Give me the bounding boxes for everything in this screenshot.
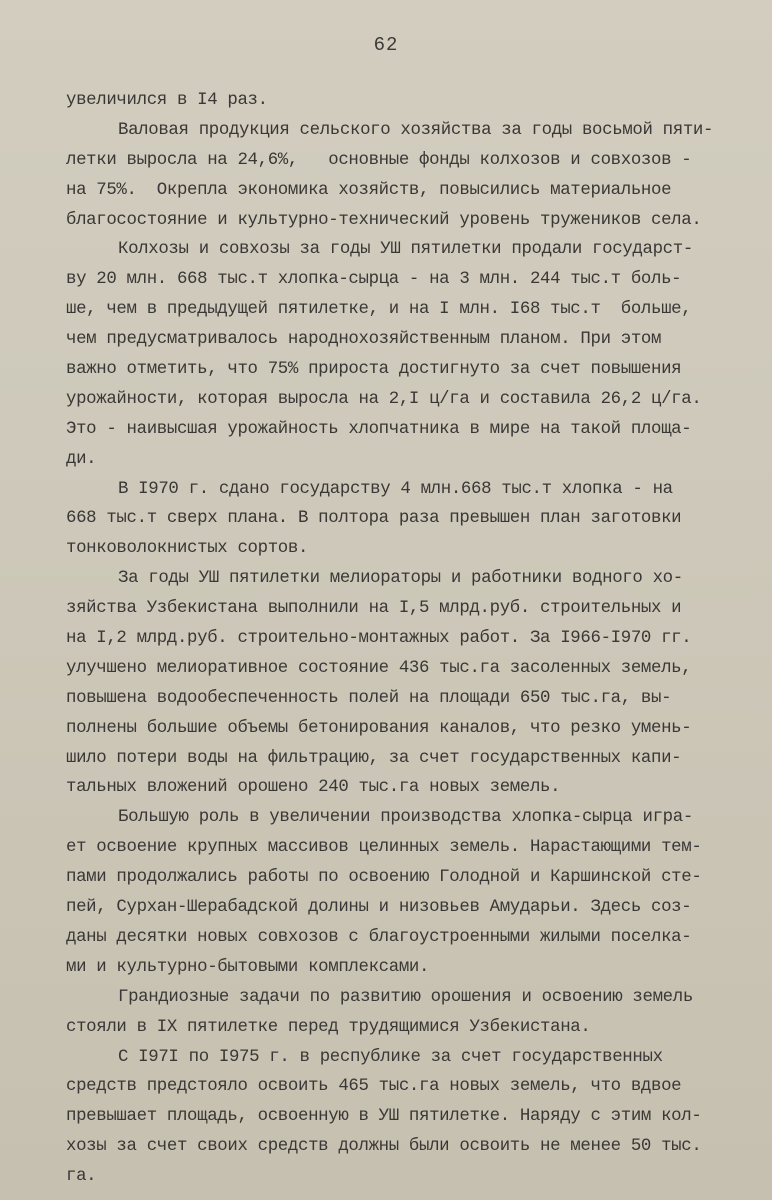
text-line: улучшено мелиоративное состояние 436 тыс.га засоленных земель, bbox=[66, 658, 692, 678]
text-line: шило потери воды на фильтрацию, за счет государственных капи- bbox=[66, 748, 682, 768]
text-line: на I,2 млрд.руб. строительно-монтажных работ. За I966-I970 гг. bbox=[66, 629, 692, 649]
text-line: урожайности, которая выросла на 2,I ц/га и составила 26,2 ц/га. bbox=[66, 389, 702, 409]
text-line: хозы за счет своих средств должны были освоить не менее 50 тыс. bbox=[66, 1137, 702, 1157]
text-line: ди. bbox=[66, 449, 97, 469]
text-line: важно отметить, что 75% прироста достигнуто за счет повышения bbox=[66, 360, 682, 380]
text-line: ми и культурно-бытовыми комплексами. bbox=[66, 957, 430, 977]
text-line: средств предстояло освоить 465 тыс.га новых земель, что вдвое bbox=[66, 1077, 682, 1097]
text-line: чем предусматривалось народнохозяйственным планом. При этом bbox=[66, 330, 662, 350]
text-line: летки выросла на 24,6%, основные фонды колхозов и совхозов - bbox=[66, 150, 692, 170]
text-line: С I97I по I975 г. в республике за счет государственных bbox=[118, 1047, 663, 1067]
text-line: пами продолжались работы по освоению Голодной и Каршинской сте- bbox=[66, 868, 702, 888]
text-line: благосостояние и культурно-технический уровень тружеников села. bbox=[66, 210, 702, 230]
text-line: стояли в IX пятилетке перед трудящимися Узбекистана. bbox=[66, 1017, 591, 1037]
text-line: 668 тыс.т сверх плана. В полтора раза превышен план заготовки bbox=[66, 509, 682, 529]
text-line: на 75%. Окрепла экономика хозяйств, повысились материальное bbox=[66, 180, 672, 200]
text-line: тальных вложений орошено 240 тыс.га новых земель. bbox=[66, 778, 561, 798]
text-line: ву 20 млн. 668 тыс.т хлопка-сырца - на 3 млн. 244 тыс.т боль- bbox=[66, 270, 682, 290]
text-line: тонковолокнистых сортов. bbox=[66, 539, 309, 559]
text-line: Большую роль в увеличении производства хлопка-сырца игра- bbox=[118, 808, 693, 828]
text-line: Грандиозные задачи по развитию орошения и освоению земель bbox=[118, 987, 693, 1007]
text-line: превышает площадь, освоенную в УШ пятилетке. Наряду с этим кол- bbox=[66, 1107, 702, 1127]
text-line: Валовая продукция сельского хозяйства за годы восьмой пяти- bbox=[118, 120, 714, 140]
text-line: За годы УШ пятилетки мелиораторы и работники водного хо- bbox=[118, 569, 683, 589]
text-line: повышена водообеспеченность полей на площади 650 тыс.га, вы- bbox=[66, 688, 672, 708]
text-line: Это - наивысшая урожайность хлопчатника в мире на такой площа- bbox=[66, 419, 692, 439]
text-line: зяйства Узбекистана выполнили на I,5 млрд.руб. строительных и bbox=[66, 599, 682, 619]
page-number: 62 bbox=[373, 34, 399, 56]
text-line: пей, Сурхан-Шерабадской долины и низовьев Амударьи. Здесь соз- bbox=[66, 898, 692, 918]
text-line: полнены большие объемы бетонирования каналов, что резко умень- bbox=[66, 718, 692, 738]
text-line: га. bbox=[66, 1167, 97, 1187]
text-line: увеличился в I4 раз. bbox=[66, 91, 268, 110]
text-line: В I970 г. сдано государству 4 млн.668 тыс.т хлопка - на bbox=[118, 479, 673, 499]
text-line: ет освоение крупных массивов целинных земель. Нарастающими тем- bbox=[66, 838, 702, 858]
text-line: даны десятки новых совхозов с благоустроенными жилыми поселка- bbox=[66, 927, 692, 947]
text-line: Колхозы и совхозы за годы УШ пятилетки продали государст- bbox=[118, 240, 693, 260]
text-line: ше, чем в предыдущей пятилетке, и на I млн. I68 тыс.т больше, bbox=[66, 300, 692, 320]
body-text bbox=[66, 86, 756, 1192]
